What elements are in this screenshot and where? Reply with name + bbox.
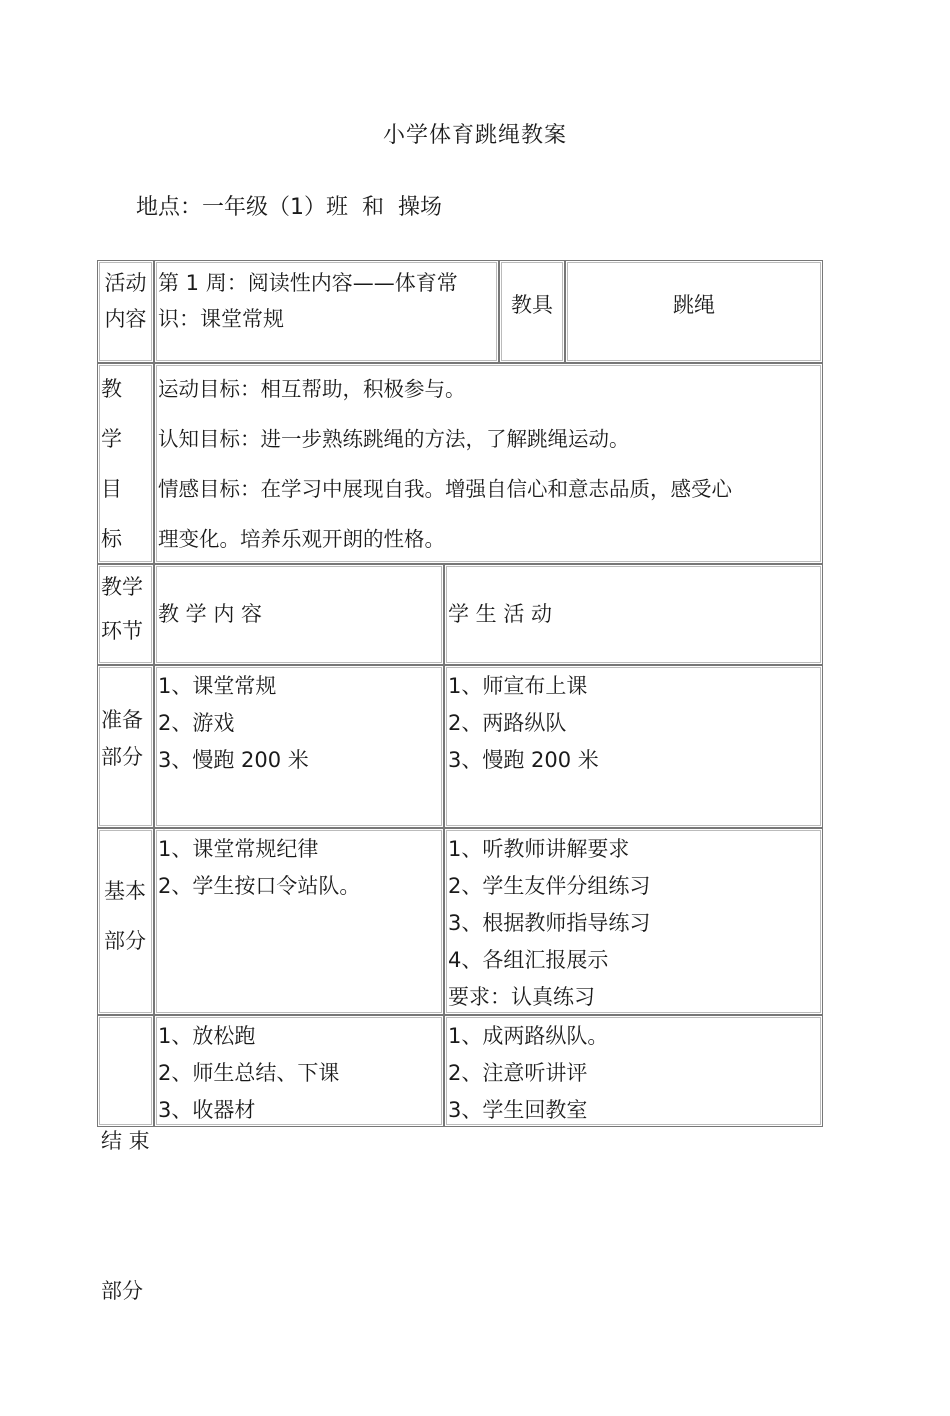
stage-header-line: 环节 (101, 619, 143, 643)
cell-student-header (444, 564, 823, 665)
end-label-line: 结 束 (101, 1129, 150, 1153)
activity-label-line: 活动 (104, 271, 147, 295)
cell-teaching-header (154, 564, 444, 665)
cell-tool-label (499, 260, 565, 363)
prep-student-item: 2、两路纵队 (448, 711, 567, 735)
cell-end-teaching (154, 1015, 444, 1127)
basic-label-line: 基本 (104, 878, 146, 903)
cell-prep-teaching (154, 665, 444, 828)
goals-label-char: 标 (101, 527, 122, 551)
end-student-item: 1、成两路纵队。 (448, 1024, 609, 1048)
basic-student-item: 3、根据教师指导练习 (448, 911, 651, 935)
basic-student-item: 1、听教师讲解要求 (448, 837, 630, 861)
cell-prep-label (97, 665, 154, 828)
cell-tool-value (565, 260, 823, 363)
basic-student-item: 要求：认真练习 (448, 985, 595, 1009)
tool-value: 跳绳 (673, 293, 715, 317)
end-student-item: 2、注意听讲评 (448, 1061, 588, 1085)
cell-activity-label (97, 260, 154, 363)
cell-basic-teaching (154, 828, 444, 1015)
cell-activity-content (154, 260, 499, 363)
activity-content-line: 第 1 周：阅读性内容——体育常 (158, 271, 458, 295)
basic-label-line: 部分 (104, 928, 146, 953)
goal-line: 认知目标：进一步熟练跳绳的方法，了解跳绳运动。 (158, 427, 630, 451)
stage-header-line: 教学 (101, 575, 143, 599)
basic-student-item: 4、各组汇报展示 (448, 948, 609, 972)
prep-teaching-item: 2、游戏 (158, 711, 235, 735)
document-title: 小学体育跳绳教案 (382, 123, 567, 148)
goal-line: 运动目标：相互帮助，积极参与。 (158, 377, 466, 401)
prep-student-item: 3、慢跑 200 米 (448, 748, 599, 772)
cell-goals-content (154, 363, 823, 564)
goal-line: 情感目标：在学习中展现自我。增强自信心和意志品质，感受心 (158, 477, 732, 501)
location-line: 地点：一年级（1）班 和 操场 (136, 195, 442, 220)
prep-teaching-item: 3、慢跑 200 米 (158, 748, 309, 772)
student-header: 学 生 活 动 (448, 602, 553, 626)
end-teaching-item: 3、收器材 (158, 1098, 256, 1122)
goal-line: 理变化。培养乐观开朗的性格。 (158, 527, 445, 551)
end-teaching-item: 1、放松跑 (158, 1024, 256, 1048)
prep-label-line: 部分 (101, 744, 143, 769)
cell-goals-label (97, 363, 154, 564)
cell-basic-student (444, 828, 823, 1015)
cell-prep-student (444, 665, 823, 828)
activity-label-line: 内容 (104, 307, 147, 331)
goals-label-char: 目 (101, 477, 122, 501)
cell-end-student (444, 1015, 823, 1127)
prep-label-line: 准备 (101, 707, 143, 732)
end-student-item: 3、学生回教室 (448, 1098, 588, 1122)
goals-label-char: 学 (101, 427, 122, 451)
basic-student-item: 2、学生友伴分组练习 (448, 874, 651, 898)
end-label-line: 部分 (101, 1279, 143, 1303)
activity-content-line: 识：课堂常规 (158, 307, 284, 331)
prep-teaching-item: 1、课堂常规 (158, 674, 277, 698)
teaching-header: 教 学 内 容 (158, 602, 263, 626)
basic-teaching-item: 1、课堂常规纪律 (158, 837, 319, 861)
end-teaching-item: 2、师生总结、下课 (158, 1061, 340, 1085)
cell-basic-label (97, 828, 154, 1015)
cell-end-label (97, 1015, 154, 1303)
goals-label-char: 教 (101, 377, 122, 401)
cell-stage-header (97, 564, 154, 665)
basic-teaching-item: 2、学生按口令站队。 (158, 874, 361, 898)
tool-label: 教具 (511, 293, 553, 317)
prep-student-item: 1、师宣布上课 (448, 674, 588, 698)
